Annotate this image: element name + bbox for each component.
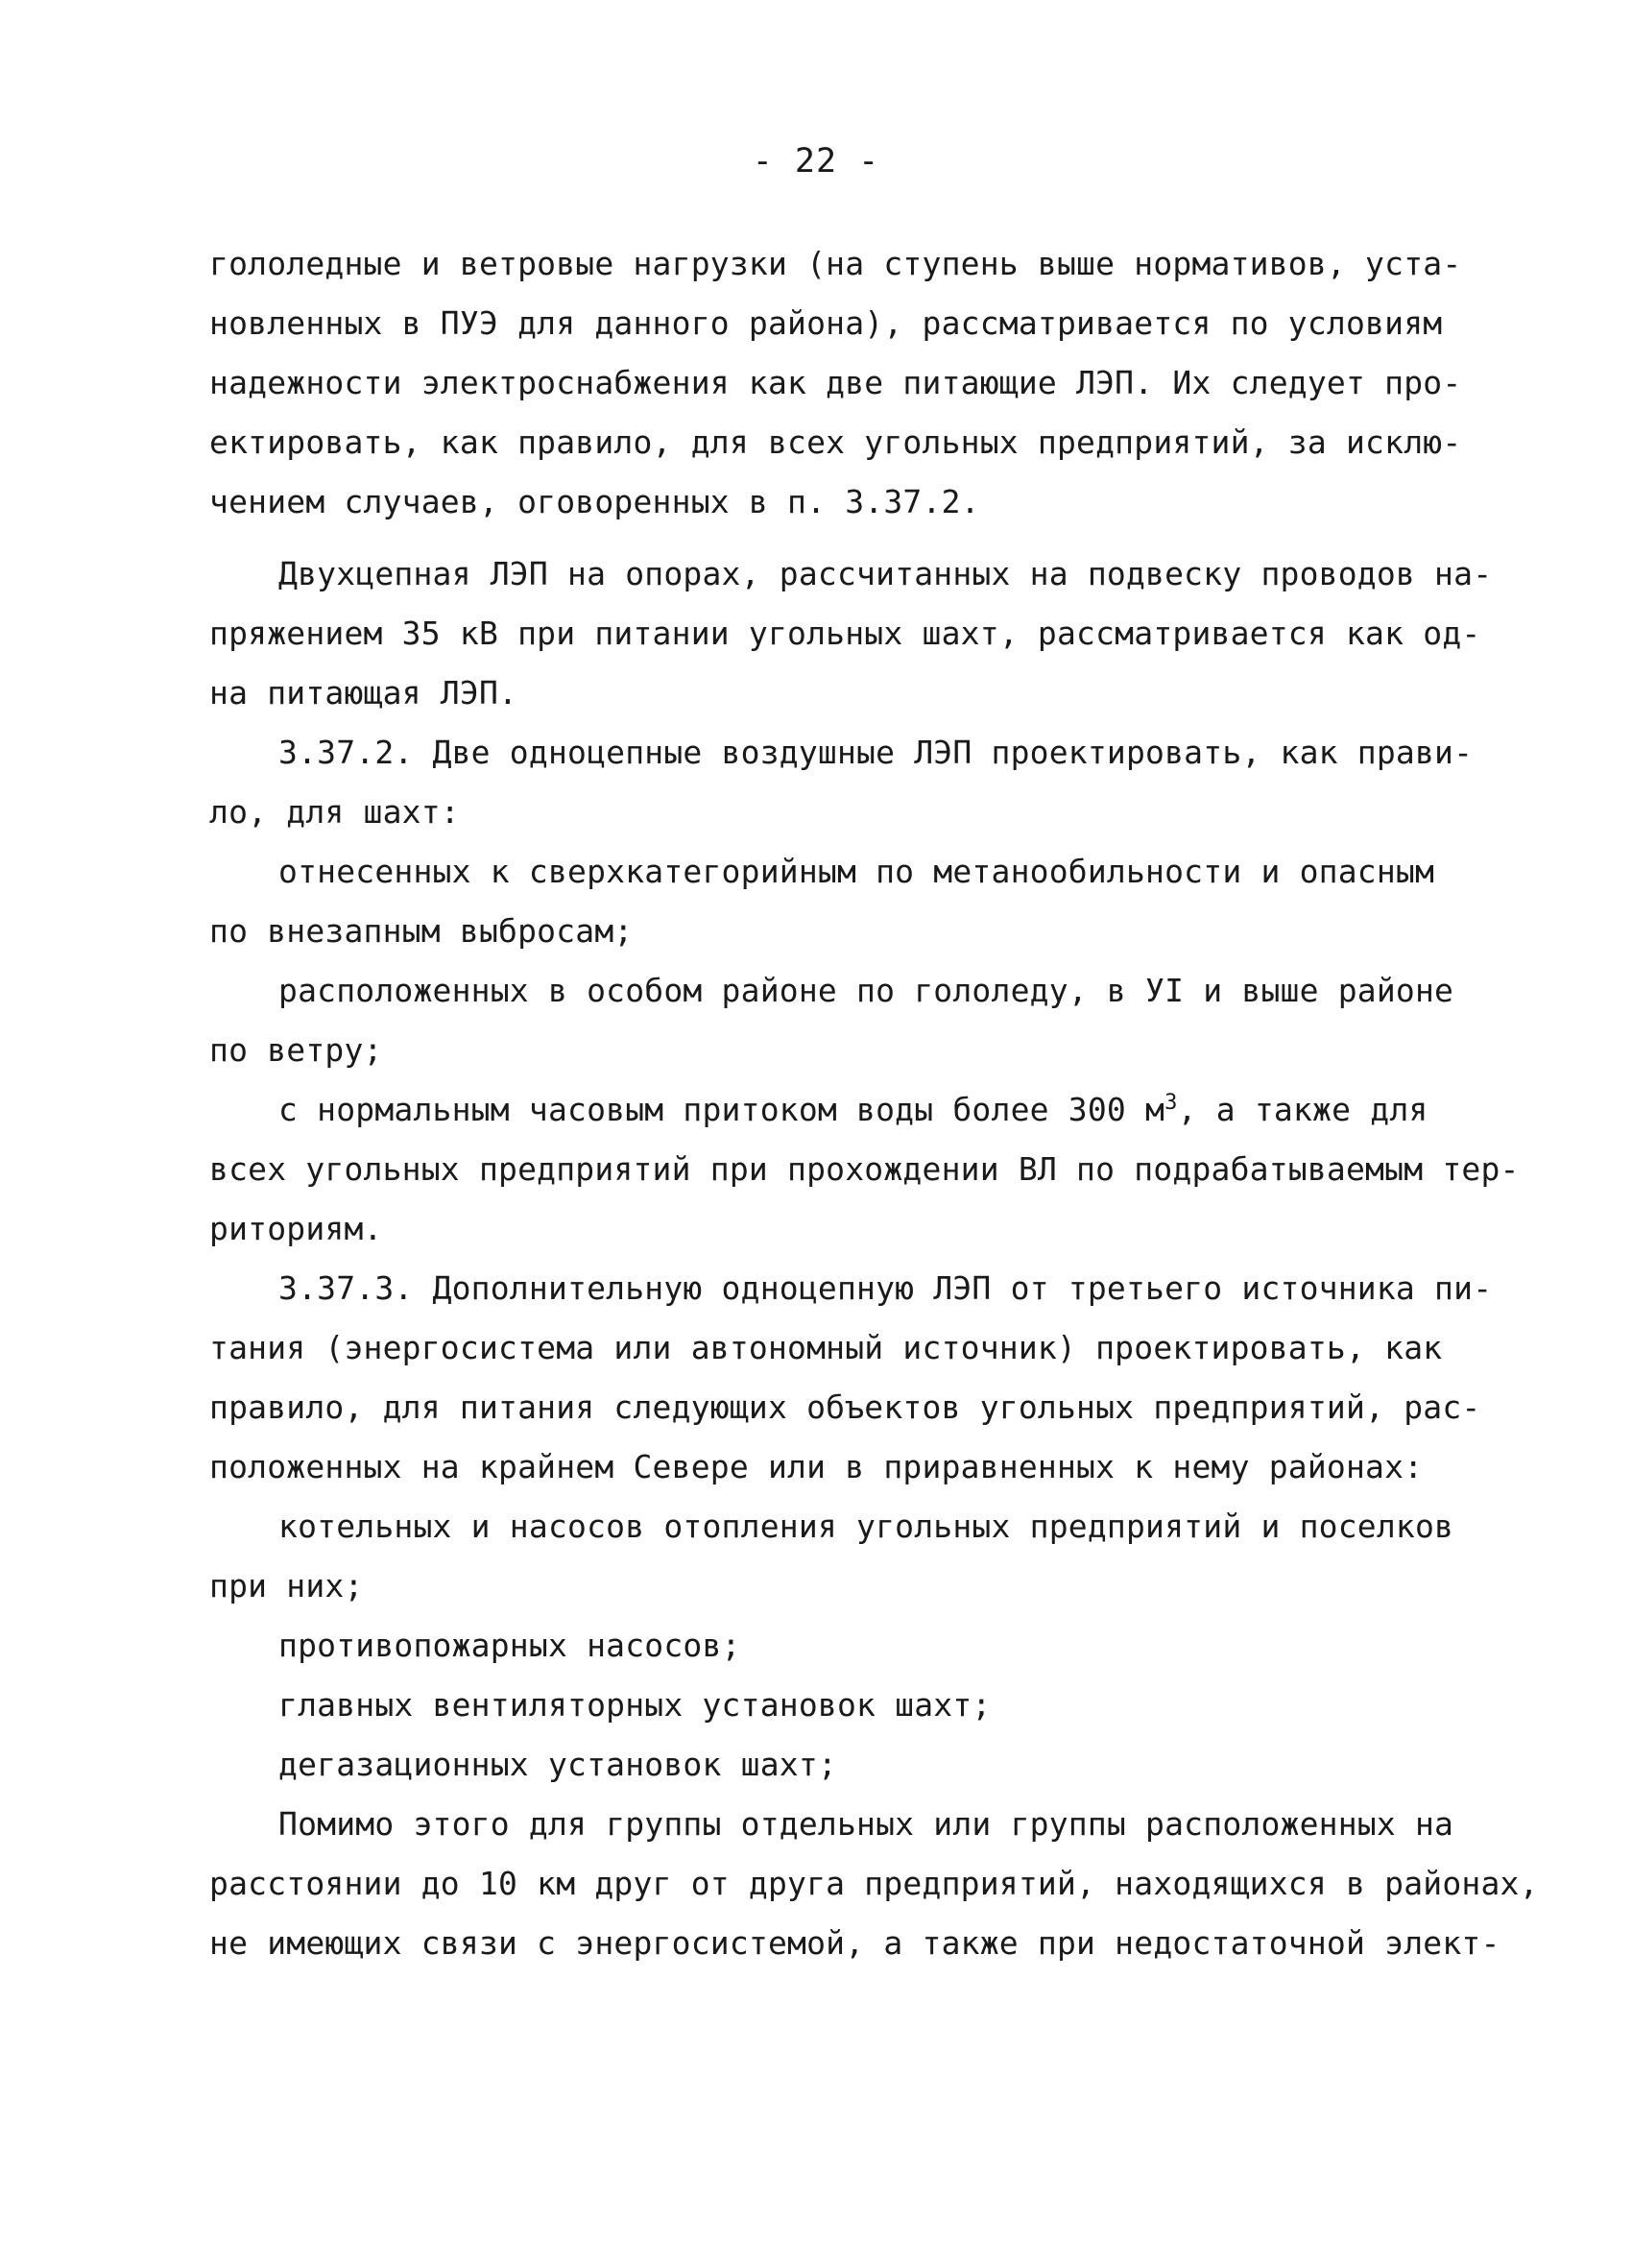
text-line — [278, 1091, 1428, 1129]
text-line: Двухцепная ЛЭП на опорах, рассчитанных на подвеску проводов на- — [278, 555, 1493, 592]
text-line: при них; — [209, 1567, 364, 1604]
text-line: 3.37.2. Две одноцепные воздушные ЛЭП проектировать, как прави- — [278, 734, 1474, 771]
text-segment: с нормальным часовым притоком воды более 300 м — [278, 1091, 1165, 1128]
text-line: гололедные и ветровые нагрузки (на ступень выше нормативов, уста- — [209, 245, 1462, 282]
text-line: по ветру; — [209, 1031, 383, 1069]
text-line: расположенных в особом районе по гололеду, в УI и выше районе — [278, 972, 1454, 1009]
text-line: риториям. — [209, 1210, 383, 1247]
text-line: 3.37.3. Дополнительную одноцепную ЛЭП от третьего источника пи- — [278, 1269, 1493, 1307]
text-line: по внезапным выбросам; — [209, 912, 634, 950]
text-line: тания (энергосистема или автономный источник) проектировать, как — [209, 1329, 1443, 1366]
text-line: пряжением 35 кВ при питании угольных шахт, рассматривается как од- — [209, 615, 1481, 652]
text-line: ектировать, как правило, для всех угольных предприятий, за исклю- — [209, 423, 1462, 461]
text-line: правило, для питания следующих объектов угольных предприятий, рас- — [209, 1388, 1481, 1426]
text-line: главных вентиляторных установок шахт; — [278, 1686, 992, 1724]
text-line: не имеющих связи с энергосистемой, а также при недостаточной элект- — [209, 1924, 1500, 1962]
text-line: всех угольных предприятий при прохождении ВЛ по подрабатываемым тер- — [209, 1150, 1520, 1188]
page-number: - 22 - — [752, 142, 880, 181]
text-line: чением случаев, оговоренных в п. 3.37.2. — [209, 483, 980, 520]
text-line: надежности электроснабжения как две питающие ЛЭП. Их следует про- — [209, 364, 1462, 401]
superscript: 3 — [1164, 1091, 1178, 1115]
text-line: Помимо этого для группы отдельных или группы расположенных на — [278, 1805, 1454, 1843]
text-line: дегазационных установок шахт; — [278, 1746, 837, 1783]
text-line: расстоянии до 10 км друг от друга предприятий, находящихся в районах, — [209, 1865, 1539, 1902]
text-line: положенных на крайнем Севере или в приравненных к нему районах: — [209, 1448, 1424, 1485]
text-line: ло, для шахт: — [209, 793, 460, 831]
text-line: противопожарных насосов; — [278, 1627, 741, 1664]
text-line: на питающая ЛЭП. — [209, 674, 518, 712]
text-line: отнесенных к сверхкатегорийным по метанообильности и опасным — [278, 853, 1435, 890]
text-line: новленных в ПУЭ для данного района), рассматривается по условиям — [209, 304, 1443, 342]
text-line: котельных и насосов отопления угольных предприятий и поселков — [278, 1508, 1454, 1545]
text-segment: , а также для — [1177, 1091, 1428, 1128]
